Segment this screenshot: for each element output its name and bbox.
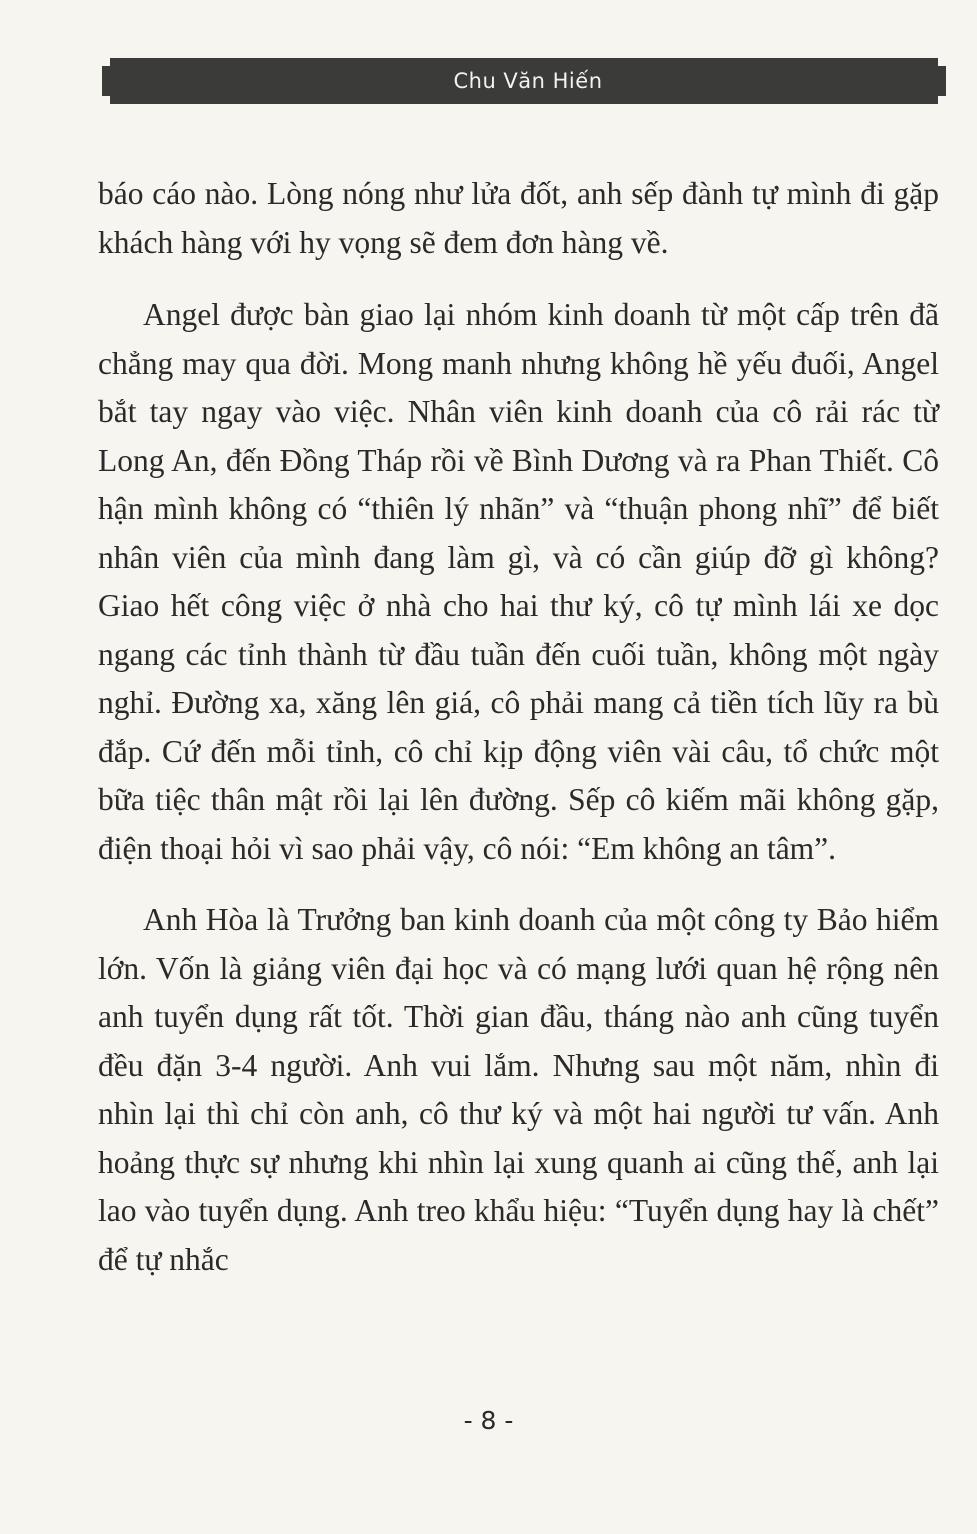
running-header: [110, 58, 938, 104]
paragraph-continuation: báo cáo nào. Lòng nóng như lửa đốt, anh sếp đành tự mình đi gặp khách hàng với hy vọng sẽ đem đơn hàng về.: [98, 176, 939, 260]
page-body: [98, 170, 939, 1284]
author-name: Chu Văn Hiến: [453, 69, 603, 93]
paragraph-angel: Angel được bàn giao lại nhóm kinh doanh từ một cấp trên đã chẳng may qua đời. Mong manh nhưng không hề yếu đuối, Angel bắt tay ngay vào việc. Nhân viên kinh doanh của cô rải rác từ Long An, đến Đồng Tháp rồi về Bình Dương và ra Phan Thiết. Cô hận mình không có “thiên lý nhãn” và “thuận phong nhĩ” để biết nhân viên của mình đang làm gì, và có cần giúp đỡ gì không? Giao hết công việc ở nhà cho hai thư ký, cô tự mình lái xe dọc ngang các tỉnh thành từ đầu tuần đến cuối tuần, không một ngày nghỉ. Đường xa, xăng lên giá, cô phải mang cả tiền tích lũy ra bù đắp. Cứ đến mỗi tỉnh, cô chỉ kịp động viên vài câu, tổ chức một bữa tiệc thân mật rồi lại lên đường. Sếp cô kiếm mãi không gặp, điện thoại hỏi vì sao phải vậy, cô nói: “Em không an tâm”.: [98, 297, 939, 866]
page-number: - 8 -: [463, 1406, 514, 1435]
paragraph-anh-hoa: Anh Hòa là Trưởng ban kinh doanh của một công ty Bảo hiểm lớn. Vốn là giảng viên đại học và có mạng lưới quan hệ rộng nên anh tuyển dụng rất tốt. Thời gian đầu, tháng nào anh cũng tuyển đều đặn 3-4 người. Anh vui lắm. Nhưng sau một năm, nhìn đi nhìn lại thì chỉ còn anh, cô thư ký và một hai người tư vấn. Anh hoảng thực sự nhưng khi nhìn lại xung quanh ai cũng thế, anh lại lao vào tuyển dụng. Anh treo khẩu hiệu: “Tuyển dụng hay là chết” để tự nhắc: [98, 902, 939, 1277]
header-bar-left-cap: [102, 66, 110, 96]
header-bar-right-cap: [938, 66, 946, 96]
